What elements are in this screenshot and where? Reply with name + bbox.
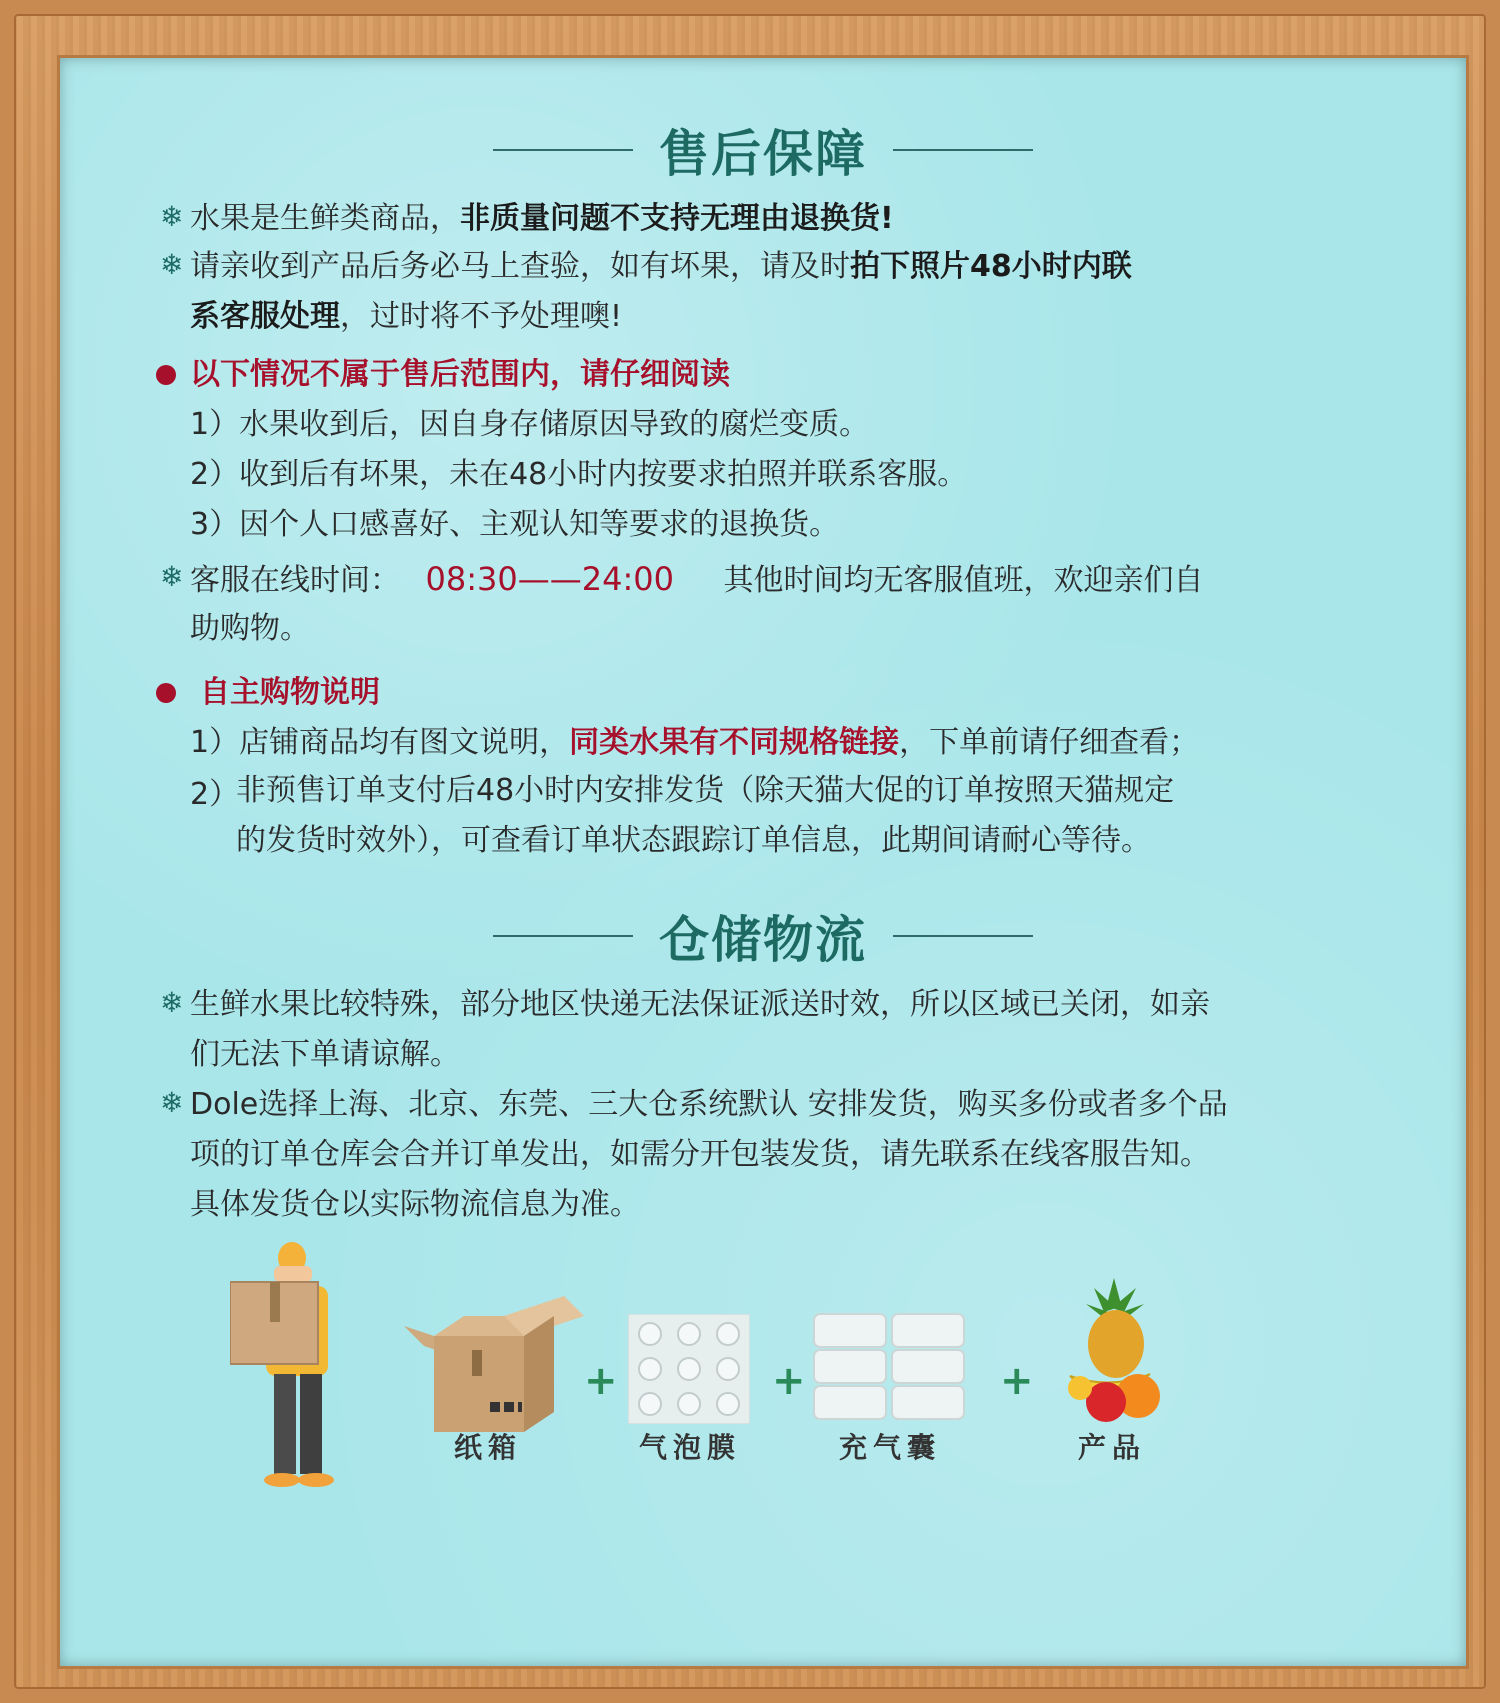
red-dot-icon xyxy=(156,683,176,703)
item-bold-text: 非质量问题不支持无理由退换货! xyxy=(460,201,894,236)
excluded-item-3: 3）因个人口感喜好、主观认知等要求的退换货。 xyxy=(190,507,840,542)
item-text: 店铺商品均有图文说明， xyxy=(239,725,570,760)
title-rule-left xyxy=(493,935,633,937)
item-text: 请亲收到产品后务必马上查验，如有坏果，请及时 xyxy=(190,249,850,284)
self-service-item-2-number: 2） xyxy=(190,777,240,812)
service-time: 08:30——24:00 xyxy=(425,560,674,598)
self-service-heading-text: 自主购物说明 xyxy=(200,675,380,710)
self-service-item-1 xyxy=(190,718,1199,768)
content-panel xyxy=(60,58,1466,1666)
logistics-item-1-line1: 生鲜水果比较特殊，部分地区快递无法保证派送时效，所以区域已关闭，如亲 xyxy=(190,987,1210,1022)
air-cushion-illustration xyxy=(812,1312,968,1422)
excluded-heading xyxy=(190,350,1470,400)
snowflake-icon: ❄ xyxy=(160,1086,184,1119)
service-hours-line1 xyxy=(190,554,1470,606)
after-sales-item-2-line1 xyxy=(190,242,1470,292)
item-bold-text: 拍下照片48小时内联 xyxy=(850,249,1132,284)
plus-sign: + xyxy=(1000,1358,1034,1404)
snowflake-icon: ❄ xyxy=(160,560,184,593)
cardboard-box-illustration xyxy=(404,1296,584,1436)
excluded-item-2: 2）收到后有坏果，未在48小时内按要求拍照并联系客服。 xyxy=(190,457,968,492)
self-service-item-2-line2: 的发货时效外），可查看订单状态跟踪订单信息，此期间请耐心等待。 xyxy=(236,823,1151,858)
item-text: ，过时将不予处理噢! xyxy=(340,299,623,334)
bubble-wrap-illustration xyxy=(628,1314,750,1424)
snowflake-icon: ❄ xyxy=(160,200,184,233)
caption-carton: 纸箱 xyxy=(453,1431,522,1464)
logistics-item-1-line2: 们无法下单请谅解。 xyxy=(190,1037,460,1072)
item-number: 1） xyxy=(190,725,240,760)
logistics-item-2-line3: 具体发货仓以实际物流信息为准。 xyxy=(190,1187,640,1222)
item-bold-text: 系客服处理 xyxy=(190,299,340,334)
wood-frame xyxy=(14,14,1486,1689)
title-rule-left xyxy=(493,149,633,151)
logistics-title-row xyxy=(60,900,1466,972)
delivery-man-illustration xyxy=(230,1236,360,1496)
snowflake-icon: ❄ xyxy=(160,986,184,1019)
title-rule-right xyxy=(893,935,1033,937)
after-sales-item-2-line2 xyxy=(190,292,1470,342)
title-rule-right xyxy=(893,149,1033,151)
plus-sign: + xyxy=(584,1358,618,1404)
item-text: 水果是生鲜类商品， xyxy=(190,201,460,236)
logistics-title: 仓储物流 xyxy=(659,911,867,969)
after-sales-item-1 xyxy=(190,194,1470,244)
self-service-heading xyxy=(200,668,1480,718)
logistics-item-2-line2: 项的订单仓库会合并订单发出，如需分开包装发货，请先联系在线客服告知。 xyxy=(190,1137,1210,1172)
service-hours-line2: 助购物。 xyxy=(190,611,310,646)
red-dot-icon xyxy=(156,365,176,385)
item-text: ，下单前请仔细查看； xyxy=(899,725,1200,760)
after-sales-title: 售后保障 xyxy=(659,125,867,183)
caption-air-cushion: 充气囊 xyxy=(838,1431,941,1464)
excluded-heading-text: 以下情况不属于售后范围内，请仔细阅读 xyxy=(190,357,730,392)
item-red-text: 同类水果有不同规格链接 xyxy=(569,725,900,760)
fruit-illustration xyxy=(1050,1278,1180,1428)
logistics-item-2-line1: Dole选择上海、北京、东莞、三大仓系统默认 安排发货，购买多份或者多个品 xyxy=(190,1087,1228,1122)
service-label: 客服在线时间： xyxy=(190,563,400,598)
service-note: 其他时间均无客服值班，欢迎亲们自 xyxy=(723,563,1204,598)
excluded-item-1: 1）水果收到后，因自身存储原因导致的腐烂变质。 xyxy=(190,407,870,442)
self-service-item-2-line1: 非预售订单支付后48小时内安排发货（除天猫大促的订单按照天猫规定 xyxy=(236,773,1175,808)
after-sales-title-row xyxy=(60,114,1466,186)
caption-product: 产品 xyxy=(1077,1431,1146,1464)
snowflake-icon: ❄ xyxy=(160,248,184,281)
caption-bubble-wrap: 气泡膜 xyxy=(638,1431,741,1464)
plus-sign: + xyxy=(772,1358,806,1404)
